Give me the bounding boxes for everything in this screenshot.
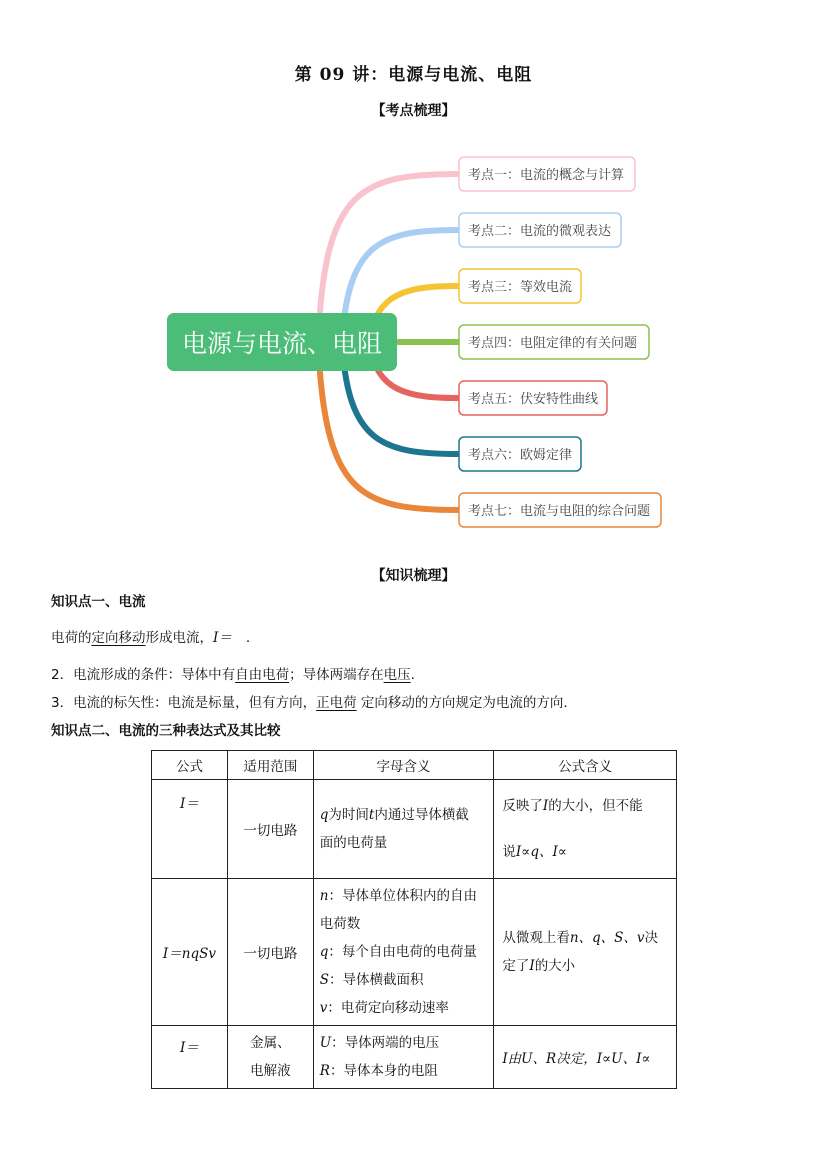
kp1-line-conditions: [51, 665, 415, 685]
table-row: [152, 780, 677, 879]
text-fragment: ：导体单位体积内的自由: [328, 888, 477, 904]
comparison-table: [151, 750, 677, 1089]
table-header: 字母含义: [313, 751, 494, 780]
document-title: 第 09 讲：电源与电流、电阻: [294, 65, 533, 85]
mind-map-branch-label: 考点四：电阻定律的有关问题: [468, 336, 638, 351]
symbol: I∝q、I∝: [515, 844, 567, 860]
text-fragment: 形成电流，: [145, 630, 213, 646]
formula: I＝nqSv: [162, 946, 216, 962]
symbol: I: [542, 798, 549, 814]
formula: I＝: [180, 796, 199, 812]
text-fragment: 定了: [502, 958, 530, 974]
text-fragment: 面的电荷量: [319, 835, 388, 851]
table-header-row: [152, 751, 677, 780]
underlined-term: 定向移动: [91, 630, 146, 646]
text-fragment: 3．电流的标矢性：电流是标量，但有方向，: [51, 695, 317, 711]
symbol: I: [529, 958, 535, 974]
table-cell-meaning: [313, 1026, 494, 1089]
text-fragment: .: [245, 630, 251, 646]
text-fragment: ：每个自由电荷的电荷量: [328, 944, 477, 960]
table-cell-scope: [227, 1026, 313, 1089]
text-fragment: 电荷的: [51, 630, 92, 646]
text-fragment: ：导体两端的电压: [331, 1035, 440, 1051]
text-fragment: .: [410, 667, 415, 683]
table-cell-description: [494, 879, 677, 1026]
symbol: v: [319, 1000, 328, 1016]
text-fragment: 金属、: [250, 1035, 291, 1051]
text-fragment: ；导体两端存在: [289, 667, 384, 683]
mind-map-branch-label: 考点六：欧姆定律: [468, 448, 573, 463]
symbol: U: [319, 1035, 332, 1051]
kp1-line-direction: [51, 693, 568, 713]
symbol: q: [319, 944, 329, 960]
symbol: n: [319, 888, 329, 904]
text-fragment: 的大小，但不能: [548, 798, 643, 814]
text-fragment: 的大小: [534, 958, 576, 974]
symbol: R: [319, 1063, 330, 1079]
mind-map-branch-label: 考点一：电流的概念与计算: [468, 168, 625, 183]
table-cell-formula: [152, 780, 228, 879]
underlined-term: 电压: [383, 667, 411, 683]
text-fragment: 电荷数: [319, 916, 361, 932]
text-fragment: 2．电流形成的条件：导体中有: [51, 667, 236, 683]
table-cell-description: [494, 780, 677, 879]
table-row: [152, 879, 677, 1026]
table-cell-formula: [152, 1026, 228, 1089]
symbol: S: [319, 972, 330, 988]
table-header: 公式含义: [494, 751, 677, 780]
kp2-title: 知识点二、电流的三种表达式及其比较: [51, 723, 281, 739]
text-fragment: ：导体横截面积: [329, 972, 424, 988]
mind-map-branch-label: 考点五：伏安特性曲线: [468, 392, 599, 407]
text-fragment: 反映了: [502, 798, 543, 814]
underlined-term: 正电荷: [316, 695, 357, 711]
symbol: t: [368, 807, 375, 823]
text-fragment: 电解液: [250, 1063, 291, 1079]
section-knowledge-heading: 【知识梳理】: [371, 568, 456, 584]
table-cell-meaning: [313, 879, 494, 1026]
text-fragment: 为时间: [328, 807, 369, 823]
table-cell-formula: [152, 879, 228, 1026]
kp1-line-definition: [51, 628, 250, 648]
table-header: 公式: [152, 751, 228, 780]
table-row: [152, 1026, 677, 1089]
table-cell-meaning: [313, 780, 494, 879]
formula: I＝: [180, 1040, 199, 1056]
table-cell-scope: 一切电路: [227, 879, 313, 1026]
text-fragment: I由U、R决定，I∝U、I∝: [502, 1051, 651, 1067]
text-fragment: 内通过导体横截: [374, 807, 469, 823]
text-fragment: 说: [502, 844, 516, 860]
text-fragment: ：电荷定向移动速率: [327, 1000, 449, 1016]
mind-map: [0, 140, 827, 540]
mind-map-center-label: 电源与电流、电阻: [181, 329, 383, 358]
text-fragment: 定向移动的方向规定为电流的方向.: [356, 695, 568, 711]
text-fragment: 决: [644, 930, 659, 946]
kp1-title: 知识点一、电流: [51, 594, 146, 610]
text-fragment: ：导体本身的电阻: [329, 1063, 438, 1079]
section-outline-heading: 【考点梳理】: [371, 103, 456, 119]
underlined-term: 自由电荷: [235, 667, 290, 683]
table-header: 适用范围: [227, 751, 313, 780]
formula-current: I＝: [213, 630, 232, 646]
table-cell-scope: 一切电路: [227, 780, 313, 879]
mind-map-branch-label: 考点二：电流的微观表达: [468, 224, 612, 239]
symbol: q: [319, 807, 329, 823]
mind-map-branch-label: 考点七：电流与电阻的综合问题: [468, 504, 651, 519]
table-cell-description: [494, 1026, 677, 1089]
text-fragment: 从微观上看: [502, 930, 570, 946]
mind-map-branch-label: 考点三：等效电流: [468, 280, 573, 295]
symbol: n、q、S、v: [569, 930, 645, 946]
